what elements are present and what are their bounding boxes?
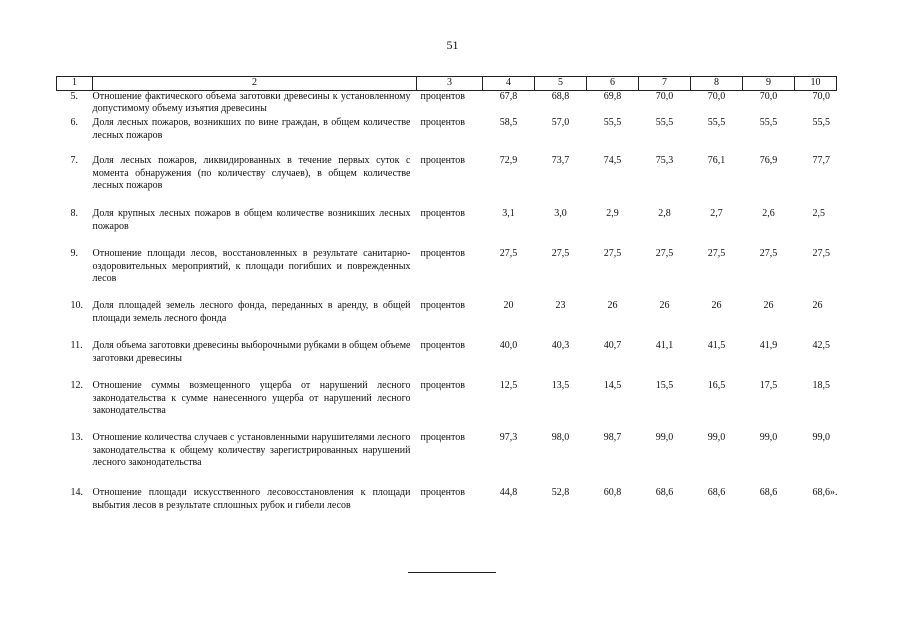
row-number: 5. bbox=[70, 90, 78, 102]
value-cell: 2,8 bbox=[658, 208, 671, 220]
value-cell: 27,5 bbox=[707, 248, 726, 260]
value-cell: 18,5 bbox=[812, 380, 830, 392]
table-row bbox=[57, 248, 837, 300]
row-number: 13. bbox=[70, 432, 83, 444]
value-cell: 70,0 bbox=[707, 90, 726, 102]
value-cell: 60,8 bbox=[603, 487, 622, 499]
unit-cell: процентов bbox=[420, 380, 465, 392]
table-row bbox=[57, 487, 837, 527]
value-cell: 76,9 bbox=[759, 155, 778, 167]
table-row bbox=[57, 90, 837, 117]
indicator-description: Отношение количества случаев с установленными нарушителями лесного законодательства к общему количеству зарегистрированных нарушений лесного законодательства bbox=[92, 432, 411, 469]
value-cell: 16,5 bbox=[707, 380, 726, 392]
unit-cell: процентов bbox=[420, 340, 465, 352]
indicator-description: Отношение суммы возмещенного ущерба от нарушений лесного законодательства к сумме нанесенного ущерба от нарушений лесного законодательства bbox=[92, 380, 411, 417]
column-header-8: 8 bbox=[691, 77, 743, 91]
column-header-4: 4 bbox=[483, 77, 535, 91]
column-header-1: 1 bbox=[57, 77, 93, 91]
value-cell: 23 bbox=[555, 300, 566, 312]
value-cell: 41,5 bbox=[707, 340, 726, 352]
value-cell: 26 bbox=[763, 300, 774, 312]
indicator-description: Доля лесных пожаров, ликвидированных в течение первых суток с момента обнаружения (по количеству случаев), в общем количестве лесных пожаров bbox=[92, 155, 411, 192]
value-cell: 27,5 bbox=[812, 248, 830, 260]
value-cell: 14,5 bbox=[603, 380, 622, 392]
value-cell: 40,3 bbox=[551, 340, 570, 352]
footnote-divider bbox=[408, 572, 496, 573]
value-cell: 99,0 bbox=[812, 432, 830, 444]
value-cell: 26 bbox=[711, 300, 722, 312]
indicators-table bbox=[56, 76, 837, 527]
column-header-2: 2 bbox=[93, 77, 417, 91]
value-cell: 73,7 bbox=[551, 155, 570, 167]
row-number: 8. bbox=[70, 208, 78, 220]
value-cell: 40,7 bbox=[603, 340, 622, 352]
value-cell: 27,5 bbox=[499, 248, 518, 260]
row-number: 9. bbox=[70, 248, 78, 260]
indicator-description: Отношение фактического объема заготовки древесины к установленному допустимому объему изъятия древесины bbox=[92, 90, 411, 115]
value-cell: 99,0 bbox=[707, 432, 726, 444]
value-cell: 55,5 bbox=[812, 117, 830, 129]
row-number: 6. bbox=[70, 117, 78, 129]
value-cell: 98,0 bbox=[551, 432, 570, 444]
value-cell: 68,6 bbox=[759, 487, 778, 499]
row-number: 14. bbox=[70, 487, 83, 499]
value-cell: 26 bbox=[812, 300, 823, 312]
column-header-10: 10 bbox=[795, 77, 837, 91]
value-cell: 99,0 bbox=[655, 432, 674, 444]
table-body bbox=[57, 90, 837, 527]
value-cell: 74,5 bbox=[603, 155, 622, 167]
value-cell: 13,5 bbox=[551, 380, 570, 392]
indicator-description: Доля площадей земель лесного фонда, переданных в аренду, в общей площади земель лесного фонда bbox=[92, 300, 411, 324]
value-cell: 26 bbox=[607, 300, 618, 312]
value-cell: 70,0 bbox=[759, 90, 778, 102]
value-cell: 12,5 bbox=[499, 380, 518, 392]
value-cell: 68,6». bbox=[812, 487, 838, 499]
column-header-9: 9 bbox=[743, 77, 795, 91]
unit-cell: процентов bbox=[420, 117, 465, 129]
column-header-5: 5 bbox=[535, 77, 587, 91]
table-row bbox=[57, 340, 837, 380]
value-cell: 98,7 bbox=[603, 432, 622, 444]
value-cell: 41,1 bbox=[655, 340, 674, 352]
value-cell: 58,5 bbox=[499, 117, 518, 129]
value-cell: 2,5 bbox=[812, 208, 825, 220]
value-cell: 70,0 bbox=[812, 90, 830, 102]
value-cell: 3,0 bbox=[554, 208, 567, 220]
table-row bbox=[57, 300, 837, 340]
value-cell: 76,1 bbox=[707, 155, 726, 167]
value-cell: 99,0 bbox=[759, 432, 778, 444]
value-cell: 52,8 bbox=[551, 487, 570, 499]
value-cell: 42,5 bbox=[812, 340, 830, 352]
table-row bbox=[57, 155, 837, 208]
value-cell: 55,5 bbox=[655, 117, 674, 129]
value-cell: 68,6 bbox=[707, 487, 726, 499]
value-cell: 75,3 bbox=[655, 155, 674, 167]
value-cell: 20 bbox=[503, 300, 514, 312]
table-row bbox=[57, 380, 837, 432]
value-cell: 69,8 bbox=[603, 90, 622, 102]
value-cell: 55,5 bbox=[707, 117, 726, 129]
value-cell: 27,5 bbox=[603, 248, 622, 260]
table-row bbox=[57, 432, 837, 487]
value-cell: 3,1 bbox=[502, 208, 515, 220]
value-cell: 27,5 bbox=[759, 248, 778, 260]
unit-cell: процентов bbox=[420, 300, 465, 312]
value-cell: 70,0 bbox=[655, 90, 674, 102]
value-cell: 77,7 bbox=[812, 155, 830, 167]
value-cell: 44,8 bbox=[499, 487, 518, 499]
unit-cell: процентов bbox=[420, 487, 465, 499]
indicator-description: Доля крупных лесных пожаров в общем количестве возникших лесных пожаров bbox=[92, 208, 411, 232]
value-cell: 57,0 bbox=[551, 117, 570, 129]
row-number: 7. bbox=[70, 155, 78, 167]
value-cell: 27,5 bbox=[655, 248, 674, 260]
unit-cell: процентов bbox=[420, 432, 465, 444]
value-cell: 68,6 bbox=[655, 487, 674, 499]
value-cell: 41,9 bbox=[759, 340, 778, 352]
value-cell: 27,5 bbox=[551, 248, 570, 260]
unit-cell: процентов bbox=[420, 155, 465, 167]
value-cell: 55,5 bbox=[759, 117, 778, 129]
indicator-description: Доля лесных пожаров, возникших по вине граждан, в общем количестве лесных пожаров bbox=[92, 117, 411, 141]
column-header-6: 6 bbox=[587, 77, 639, 91]
unit-cell: процентов bbox=[420, 248, 465, 260]
row-number: 11. bbox=[70, 340, 83, 352]
value-cell: 17,5 bbox=[759, 380, 778, 392]
value-cell: 15,5 bbox=[655, 380, 674, 392]
value-cell: 72,9 bbox=[499, 155, 518, 167]
indicator-description: Доля объема заготовки древесины выборочными рубками в общем объеме заготовки древесины bbox=[92, 340, 411, 364]
value-cell: 26 bbox=[659, 300, 670, 312]
table-row bbox=[57, 117, 837, 155]
value-cell: 97,3 bbox=[499, 432, 518, 444]
column-header-7: 7 bbox=[639, 77, 691, 91]
value-cell: 2,9 bbox=[606, 208, 619, 220]
page-number: 51 bbox=[446, 38, 459, 52]
indicator-description: Отношение площади лесов, восстановленных в результате санитарно-оздоровительных мероприятий, к площади погибших и поврежденных лесов bbox=[92, 248, 411, 285]
unit-cell: процентов bbox=[420, 208, 465, 220]
value-cell: 68,8 bbox=[551, 90, 570, 102]
value-cell: 67,8 bbox=[499, 90, 518, 102]
value-cell: 40,0 bbox=[499, 340, 518, 352]
row-number: 10. bbox=[70, 300, 83, 312]
indicator-description: Отношение площади искусственного лесовосстановления к площади выбытия лесов в результате сплошных рубок и гибели лесов bbox=[92, 487, 411, 511]
table-header-row bbox=[57, 77, 837, 91]
column-header-3: 3 bbox=[417, 77, 483, 91]
value-cell: 55,5 bbox=[603, 117, 622, 129]
value-cell: 2,7 bbox=[710, 208, 723, 220]
row-number: 12. bbox=[70, 380, 83, 392]
unit-cell: процентов bbox=[420, 90, 465, 102]
table-row bbox=[57, 208, 837, 248]
value-cell: 2,6 bbox=[762, 208, 775, 220]
